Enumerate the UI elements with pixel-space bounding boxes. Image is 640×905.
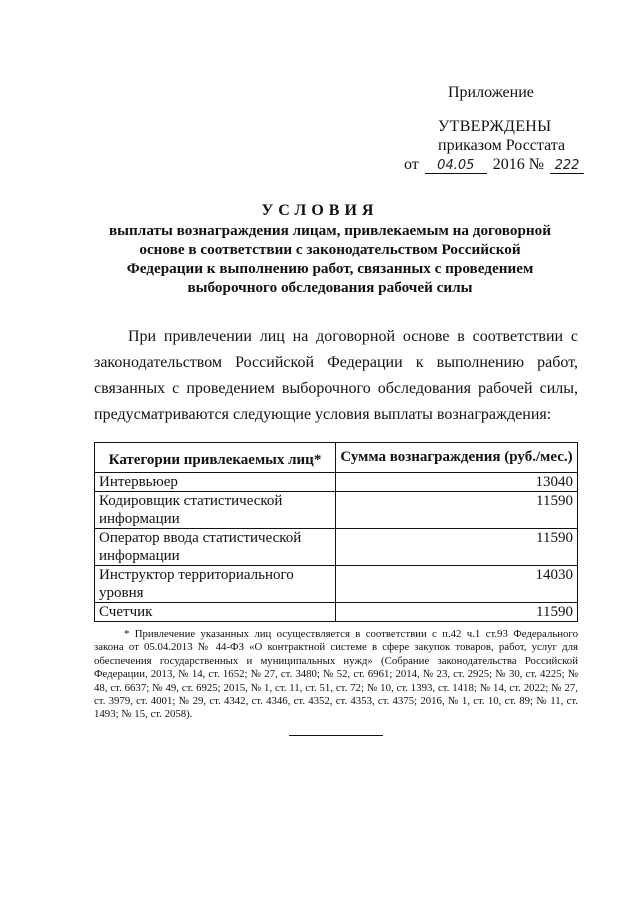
document-title: УСЛОВИЯ	[261, 202, 379, 219]
category-cell: Интервьюер	[95, 473, 336, 492]
table-row	[95, 492, 578, 529]
table-header-row	[95, 443, 578, 473]
document-subtitle: выплаты вознаграждения лицам, привлекаемым на договорной основе в соответствии с законодательством Российской Федерации к выполнению работ, связанных с проведением выборочного обследования рабочей силы	[108, 222, 552, 296]
footnote-text: * Привлечение указанных лиц осуществляется в соответствии с п.42 ч.1 ст.93 Федерального закона от 05.04.2013 № 44-ФЗ «О контрактной системе в сфере закупок товаров, работ, услуг для обеспечения государственных и муниципальных нужд» (Собрание законодательства Российской Федерации, 2013, № 14, ст. 1652; № 27, ст. 3480; № 52, ст. 6961; 2014, № 23, ст. 2925; № 30, ст. 4225; № 48, ст. 6637; № 49, ст. 6925; 2015, № 1, ст. 11, ст. 51, ст. 72; № 10, ст. 1393, ст. 1418; № 14, ст. 2022; № 27, ст. 3979, ст. 4001; № 29, ст. 4342, ст. 4346, ст. 4352, ст. 4353, ст. 4375; 2016, № 1, ст. 10, ст. 89; № 11, ст. 1493; № 15, ст. 2058).	[94, 628, 578, 721]
category-cell: Кодировщик статистической информации	[95, 492, 336, 529]
order-date-line	[404, 156, 586, 174]
payment-table	[94, 442, 578, 622]
table-row	[95, 603, 578, 622]
handwritten-date: 04.05	[425, 158, 487, 174]
footnote	[94, 628, 578, 722]
order-label: приказом Росстата	[438, 137, 566, 154]
intro-line: предусматриваются следующие условия выплаты вознаграждения:	[94, 406, 552, 423]
approved-label: УТВЕРЖДЕНЫ	[438, 118, 552, 135]
year-number-sign: 2016 №	[492, 156, 545, 173]
attachment-label: Приложение	[448, 84, 534, 101]
amount-cell: 11590	[336, 492, 578, 529]
date-prefix: от	[404, 156, 419, 173]
column-header-amount: Сумма вознаграждения (руб./мес.)	[336, 443, 578, 473]
category-cell: Оператор ввода статистической информации	[95, 529, 336, 566]
amount-cell: 11590	[336, 529, 578, 566]
column-header-category: Категории привлекаемых лиц*	[95, 443, 336, 473]
amount-cell: 13040	[336, 473, 578, 492]
table-row	[95, 529, 578, 566]
table-row	[95, 566, 578, 603]
intro-paragraph	[94, 324, 578, 428]
table-row	[95, 473, 578, 492]
closing-divider	[289, 735, 383, 736]
amount-cell: 11590	[336, 603, 578, 622]
category-cell: Инструктор территориального уровня	[95, 566, 336, 603]
amount-cell: 14030	[336, 566, 578, 603]
intro-line: связанных с проведением выборочного обследования рабочей силы,	[94, 380, 578, 397]
intro-line: При привлечении лиц на договорной основе в соответствии с	[128, 328, 578, 345]
category-cell: Счетчик	[95, 603, 336, 622]
handwritten-number: 222	[550, 158, 584, 174]
intro-line: законодательством Российской Федерации к выполнению работ,	[94, 354, 578, 371]
